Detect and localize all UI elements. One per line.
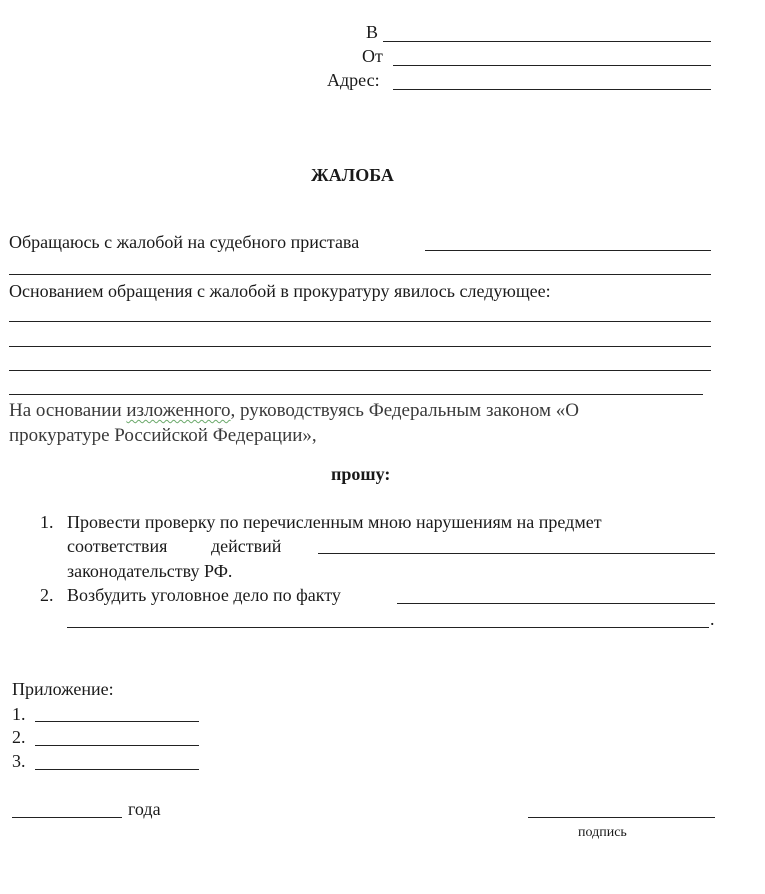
reason-line-4[interactable]: [9, 394, 703, 395]
from-label: От: [362, 46, 383, 66]
signature-field-line[interactable]: [528, 817, 715, 818]
request-1-word-1: соответствия: [67, 536, 168, 556]
request-1-word-2: действий: [211, 536, 282, 556]
basis-part2: , руководствуясь Федеральным законом «О: [230, 400, 579, 421]
basis-part1: На основании: [9, 400, 122, 421]
address-field-line[interactable]: [393, 89, 711, 90]
attachment-3-number: 3.: [12, 751, 26, 771]
attachment-2-line[interactable]: [35, 745, 199, 746]
request-2-field-line-2[interactable]: [67, 627, 709, 628]
bailiff-field-line-2[interactable]: [9, 274, 711, 275]
bailiff-field-line[interactable]: [425, 250, 711, 251]
request-2-number: 2.: [40, 585, 54, 605]
address-label: Адрес:: [327, 70, 380, 90]
attachment-1-line[interactable]: [35, 721, 199, 722]
complaint-text: Обращаюсь с жалобой на судебного пристава: [9, 232, 360, 252]
to-label: В: [366, 22, 379, 42]
request-1-line-1: Провести проверку по перечисленным мною нарушениям на предмет: [67, 512, 602, 532]
attachment-3-line[interactable]: [35, 769, 199, 770]
year-label: года: [128, 799, 161, 819]
attachment-1-number: 1.: [12, 704, 26, 724]
attachment-2-number: 2.: [12, 727, 26, 747]
reason-line-3[interactable]: [9, 370, 711, 371]
request-1-line-3: законодательству РФ.: [67, 561, 233, 581]
attachments-heading: Приложение:: [12, 679, 114, 699]
request-2-line-1: Возбудить уголовное дело по факту: [67, 585, 341, 605]
basis-line-2: прокуратуре Российской Федерации»,: [9, 425, 317, 446]
reason-line-2[interactable]: [9, 346, 711, 347]
request-1-field-line[interactable]: [318, 553, 715, 554]
reason-text: Основанием обращения с жалобой в прокуратуру явилось следующее:: [9, 281, 551, 301]
basis-line-1: [9, 401, 579, 421]
reason-line-1[interactable]: [9, 321, 711, 322]
request-2-end: .: [710, 609, 715, 629]
date-field-line[interactable]: [12, 817, 122, 818]
document-title: ЖАЛОБА: [311, 165, 394, 185]
from-field-line[interactable]: [393, 65, 711, 66]
basis-word: изложенного: [126, 400, 231, 421]
request-1-number: 1.: [40, 512, 54, 532]
to-field-line[interactable]: [383, 41, 711, 42]
request-2-field-line[interactable]: [397, 603, 715, 604]
request-heading: прошу:: [331, 464, 391, 484]
signature-label: подпись: [578, 825, 627, 840]
